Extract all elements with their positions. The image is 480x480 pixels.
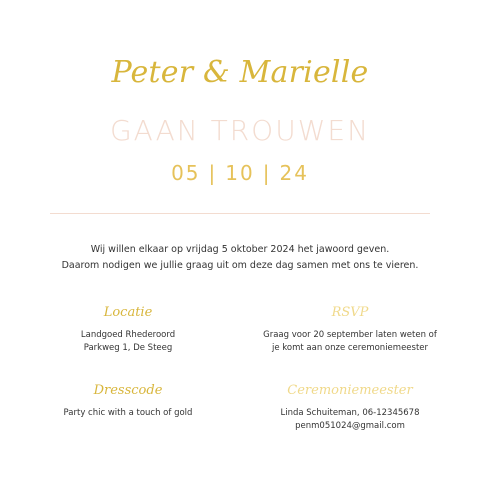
rsvp-heading: RSVP [331, 305, 369, 320]
dresscode-line: Party chic with a touch of gold [63, 408, 193, 418]
locatie-line: Parkweg 1, De Steeg [83, 343, 173, 353]
intro-line: Daarom nodigen we jullie graag uit om deze dag samen met ons te vieren. [61, 260, 419, 271]
dresscode-heading: Dresscode [93, 383, 163, 398]
rsvp-block [240, 306, 460, 355]
subtitle: GAAN TROUWEN [109, 114, 371, 147]
intro-text [0, 242, 480, 274]
date-separator: | [208, 161, 218, 185]
rsvp-line: je komt aan onze ceremoniemeester [271, 343, 429, 353]
locatie-line: Landgoed Rhederoord [80, 330, 176, 340]
date-month: 10 [225, 161, 255, 185]
ceremoniemeester-contact: Linda Schuiteman, 06-12345678 [280, 408, 420, 418]
ceremoniemeester-block [240, 384, 460, 433]
rsvp-line: Graag voor 20 september laten weten of [263, 330, 437, 340]
divider [50, 213, 430, 214]
couple-names: Peter & Marielle [111, 55, 369, 90]
dresscode-block [18, 384, 238, 420]
wedding-date [0, 163, 480, 183]
date-separator: | [262, 161, 272, 185]
locatie-heading: Locatie [103, 305, 153, 320]
ceremoniemeester-heading: Ceremoniemeester [287, 383, 413, 398]
intro-line: Wij willen elkaar op vrijdag 5 oktober 2024 het jawoord geven. [90, 244, 390, 255]
date-year: 24 [279, 161, 309, 185]
locatie-block [18, 306, 238, 355]
date-day: 05 [171, 161, 201, 185]
ceremoniemeester-email[interactable]: penm051024@gmail.com [295, 421, 405, 431]
